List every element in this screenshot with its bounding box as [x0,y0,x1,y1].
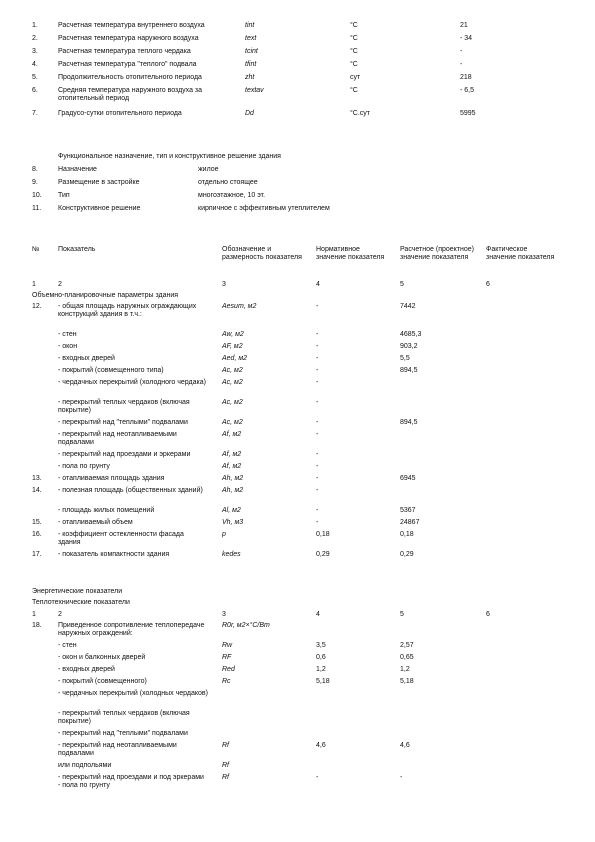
indicator-name: - перекрытий над неотапливаемыми подвалами [58,742,177,757]
row-number: 1. [32,22,38,29]
indicator-name: - покрытий (совмещенного) [58,678,147,685]
design-value: 5,18 [400,678,414,685]
indicator-name: - отапливаемый объем [58,519,133,526]
design-value: 7442 [400,303,416,310]
indicator-name: - показатель компактности здания [58,551,170,558]
norm-value: - [316,519,319,526]
norm-value: 3,5 [316,642,326,649]
norm-value: - [316,379,319,386]
indicator-name: - входных дверей [58,666,115,673]
indicator-name: - перекрытий над проездами и под эркерами - пола по грунту [58,774,204,789]
indicator-symbol: Af, м2 [222,463,242,470]
design-value: 0,65 [400,654,414,661]
norm-value: 0,18 [316,531,330,538]
parameter-value: - 6,5 [460,87,475,94]
parameter-symbol: Dd [245,110,254,117]
row-number: 4. [32,61,38,68]
norm-value: 0,6 [316,654,326,661]
parameter-name: Конструктивное решение [58,205,141,212]
header-number: № [32,246,40,253]
norm-value: 0,29 [316,551,330,558]
norm-value: - [316,451,319,458]
parameter-unit: °С.сут [350,110,371,117]
norm-value: - [316,419,319,426]
parameter-unit: °С [350,35,358,42]
section-heading: Энергетические показатели [32,588,123,595]
design-value: 0,18 [400,531,414,538]
indicator-symbol: Ah, м2 [222,487,244,494]
indicator-symbol: Aed, м2 [222,355,248,362]
indicator-name: - входных дверей [58,355,115,362]
norm-value: - [316,367,319,374]
row-number: 15. [32,519,42,526]
norm-value: - [316,355,319,362]
indicator-symbol: Al, м2 [222,507,241,514]
norm-value: - [316,399,319,406]
row-number: 10. [32,192,42,199]
norm-value: - [316,463,319,470]
row-number: 17. [32,551,42,558]
indicator-symbol: Ac, м2 [222,399,243,406]
header-symbol: Обозначение и размерность показателя [222,246,302,261]
column-number: 5 [400,281,404,288]
row-number: 11. [32,205,42,212]
header-design: Расчетное (проектное) значение показателя [400,246,474,261]
norm-value: - [316,331,319,338]
norm-value: - [316,774,319,781]
indicator-symbol: AF, м2 [222,343,243,350]
row-number: 5. [32,74,38,81]
norm-value: - [316,431,319,438]
parameter-value: отдельно стоящее [198,179,258,186]
column-number: 1 [32,611,36,618]
column-number: 1 [32,281,36,288]
header-actual: Фактическое значение показателя [486,246,555,261]
parameter-value: многоэтажное, 10 эт. [198,192,266,199]
design-value: 4685,3 [400,331,422,338]
norm-value: 1,2 [316,666,326,673]
indicator-symbol: Rw [222,642,233,649]
design-value: 894,5 [400,367,418,374]
indicator-name: - перекрытий теплых чердаков (включая покрытие) [58,399,190,414]
column-number: 3 [222,281,226,288]
section-heading: Теплотехнические показатели [32,599,130,606]
indicator-name: - пола по грунту [58,463,110,470]
column-number: 2 [58,611,62,618]
norm-value: - [316,475,319,482]
design-value: - [400,774,403,781]
indicator-symbol: Af, м2 [222,431,242,438]
design-value: 1,2 [400,666,410,673]
design-value: 0,29 [400,551,414,558]
parameter-symbol: tcint [245,48,258,55]
indicator-symbol: p [222,531,226,538]
indicator-symbol: Ac, м2 [222,367,243,374]
column-number: 2 [58,281,62,288]
parameter-name: Тип [58,192,70,199]
indicator-symbol: kedes [222,551,241,558]
design-value: 5,5 [400,355,410,362]
indicator-symbol: Aesum, м2 [222,303,257,310]
indicator-symbol: Rc [222,678,231,685]
indicator-symbol: Rf [222,774,229,781]
indicator-symbol: Rf [222,742,229,749]
design-value: 24867 [400,519,420,526]
indicator-name: - перекрытий над неотапливаемыми подвалами [58,431,177,446]
indicator-symbol: Vh, м3 [222,519,244,526]
parameter-name: Градусо-сутки отопительного периода [58,110,182,117]
row-number: 2. [32,35,38,42]
design-value: 903,2 [400,343,418,350]
row-number: 14. [32,487,42,494]
indicator-symbol: Ac, м2 [222,419,243,426]
indicator-name: - отапливаемая площадь здания [58,475,165,482]
row-number: 7. [32,110,38,117]
design-value: 2,57 [400,642,414,649]
norm-value: 5,18 [316,678,330,685]
norm-value: - [316,303,319,310]
norm-value: - [316,507,319,514]
indicator-name: - коэффициент остекленности фасада здания [58,531,184,546]
indicator-name: или подпольями [58,762,112,769]
column-number: 5 [400,611,404,618]
parameter-name: Расчетная температура наружного воздуха [58,35,199,42]
parameter-name: Расчетная температура внутреннего воздуха [58,22,205,29]
row-number: 6. [32,87,38,94]
indicator-symbol: Red [222,666,235,673]
row-number: 13. [32,475,42,482]
parameter-value: кирпичное с эффективным утеплителем [198,205,330,212]
section-heading: Функциональное назначение, тип и конструктивное решение здания [58,153,281,160]
column-number: 4 [316,611,320,618]
row-number: 16. [32,531,42,538]
design-value: 894,5 [400,419,418,426]
indicator-name: - полезная площадь (общественных зданий) [58,487,203,494]
indicator-symbol: Rf [222,762,229,769]
column-number: 6 [486,281,490,288]
parameter-symbol: text [245,35,257,42]
indicator-name: - чердачных перекрытий (холодного чердака) [58,379,206,386]
row-number: 18. [32,622,42,629]
row-number: 8. [32,166,38,173]
indicator-name: - общая площадь наружных ограждающих конструкций здания в т.ч.: [58,303,197,318]
indicator-name: - перекрытий теплых чердаков (включая покрытие) [58,710,190,725]
design-value: 6945 [400,475,416,482]
parameter-name: Средняя температура наружного воздуха за отопительный период [58,87,203,102]
indicator-symbol: R0r, м2×°С/Вт [222,622,270,629]
indicator-name: - стен [58,331,77,338]
parameter-unit: сут [350,74,361,81]
indicator-name: - чердачных перекрытий (холодных чердаков) [58,690,208,697]
design-value: 5367 [400,507,416,514]
header-indicator: Показатель [58,246,96,253]
parameter-name: Расчетная температура теплого чердака [58,48,191,55]
indicator-name: - покрытий (совмещенного типа) [58,367,164,374]
column-number: 3 [222,611,226,618]
row-number: 12. [32,303,42,310]
indicator-name: - перекрытий над "теплыми" подвалами [58,419,188,426]
parameter-value: жилое [198,166,219,173]
parameter-symbol: tint [245,22,255,29]
design-value: 4,6 [400,742,410,749]
row-number: 9. [32,179,38,186]
indicator-symbol: RF [222,654,232,661]
norm-value: 4,6 [316,742,326,749]
norm-value: - [316,487,319,494]
indicator-symbol: Aw, м2 [222,331,244,338]
parameter-unit: °С [350,48,358,55]
parameter-value: 21 [460,22,468,29]
section-heading: Объемно-планировочные параметры здания [32,292,179,299]
parameter-symbol: tfint [245,61,257,68]
parameter-value: - [460,48,463,55]
indicator-name: Приведенное сопротивление теплопередаче наружных ограждений: [58,622,205,637]
indicator-symbol: Af, м2 [222,451,242,458]
parameter-value: 218 [460,74,472,81]
parameter-name: Продолжительность отопительного периода [58,74,202,81]
indicator-name: - окон и балконных дверей [58,654,146,661]
indicator-name: - стен [58,642,77,649]
column-number: 6 [486,611,490,618]
parameter-unit: °С [350,87,358,94]
indicator-name: - окон [58,343,78,350]
parameter-symbol: zht [245,74,255,81]
indicator-name: - площадь жилых помещений [58,507,155,514]
indicator-name: - перекрытий над проездами и эркерами [58,451,191,458]
parameter-value: - [460,61,463,68]
parameter-name: Размещение в застройке [58,179,140,186]
indicator-symbol: Ac, м2 [222,379,243,386]
row-number: 3. [32,48,38,55]
header-norm: Нормативное значение показателя [316,246,385,261]
parameter-value: 5995 [460,110,476,117]
parameter-symbol: textav [245,87,264,94]
parameter-name: Назначение [58,166,97,173]
column-number: 4 [316,281,320,288]
parameter-value: - 34 [460,35,473,42]
parameter-unit: °С [350,22,358,29]
parameter-name: Расчетная температура "теплого" подвала [58,61,197,68]
norm-value: - [316,343,319,350]
indicator-name: - перекрытий над "теплыми" подвалами [58,730,188,737]
indicator-symbol: Ah, м2 [222,475,244,482]
parameter-unit: °С [350,61,358,68]
